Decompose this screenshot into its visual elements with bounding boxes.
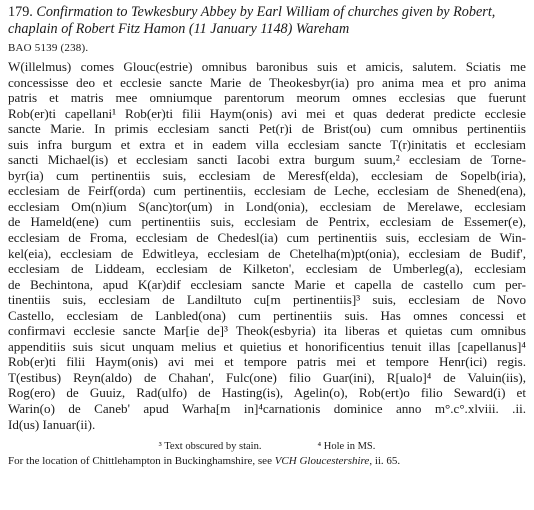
charter-line: Castello, ecclesiam de Lanbled(ona) cum pertinentiis suis. Has omnes concessi et (8, 307, 526, 323)
charter-line: ecclesiam de Feirf(orda) cum pertinentiis, ecclesiam de Leche, ecclesiam de Shened(ena), (8, 183, 526, 199)
charter-line: T(estibus) Reyn(aldo) de Chahan', Fulc(one) filio Guar(ini), R[ualo]⁴ de Valuin(iis), (8, 369, 526, 385)
charter-line: Rog(ero) de Guuiz, Rad(ulfo) de Hasting(is), Agelin(o), Rob(ert)o filio Seward(i) et (8, 385, 526, 401)
charter-line: sancte Marie. In primis ecclesiam sancti Pet(r)i de Brist(ou) cum omnibus pertinentiis (8, 121, 526, 137)
charter-line: de Hameld(ene) cum pertinentiis suis, ecclesiam de Pentrix, ecclesiam de Essemer(e), (8, 214, 526, 230)
charter-line: ecclesiam de Liddeam, ecclesiam de Kilketon', ecclesiam de Umberleg(a), ecclesiam (8, 261, 526, 277)
charter-heading (8, 4, 526, 38)
charter-line: confirmavi ecclesie sancte Mar[ie de]³ Theok(esbyria) ita liberas et quietas cum omnibus (8, 323, 526, 339)
editorial-note (8, 454, 526, 468)
charter-line: W(illelmus) comes Glouc(estrie) omnibus baronibus suis et amicis, salutem. Sciatis me (8, 59, 526, 74)
footnote: ⁴ Hole in MS. (317, 441, 376, 453)
charter-line: Rob(er)ti filii Haym(onis) avi mei et tempore patris mei et tempore Henr(ici) regis. (8, 354, 526, 370)
charter-line: kel(eia), ecclesiam de Edwitleya, ecclesiam de Chetelha(m)pt(onia), ecclesiam de Budif', (8, 245, 526, 261)
charter-line: suis infra burgum et extra et in eadem villa ecclesiam sancte T(r)initatis et ecclesiam (8, 136, 526, 152)
charter-line: Id(us) Ianuar(ii). (8, 416, 96, 432)
charter-line: ecclesiam Om(n)ium S(anc)tor(um) in Lond(onia), ecclesiam de Merelawe, ecclesiam (8, 198, 526, 214)
charter-line: Rob(er)ti capellani¹ Rob(er)ti filii Haym(onis) avi mei et quas dederat predicte ecclesie (8, 105, 526, 121)
footnotes (8, 440, 526, 454)
footnote: ³ Text obscured by stain. (158, 441, 262, 453)
charter-line: ecclesiam de Froma, ecclesiam de Chedesl(ia) cum pertinentiis suis, ecclesiam de Win- (8, 230, 526, 246)
charter-line: appenditiis suis sicut unquam melius et quietius et honorificentius tenuit illas [capellanus]⁴ (8, 338, 526, 354)
charter-line: sancti Michael(is) et ecclesiam sancti Iacobi extra burgum suum,² ecclesiam de Torne- (8, 152, 526, 168)
charter-title: Confirmation to Tewkesbury Abbey by Earl William of churches given by Robert, chaplain of Robert Fitz Hamon (11 January 1148) Wareham (8, 4, 496, 37)
charter-line: Warin(o) de Caneb' apud Warha[m in]⁴carnationis dominice anno m°.c°.xlviii. .ii. (8, 401, 526, 417)
source-reference: BAO 5139 (238). (8, 42, 89, 54)
charter-line: patris et matris mee omniumque parentorum meorum omnes ecclesias que fuerunt (8, 90, 526, 106)
charter-line: byr(ia) cum pertinentiis suis, ecclesiam de Meresf(elda), ecclesiam de Sopelb(iria), (8, 167, 526, 183)
note-prefix: For the location of Chittlehampton in Buckinghamshire, see (8, 455, 275, 468)
charter-line: tinentiis suis, ecclesiam de Landiltuto cu[m pertinentiis]³ suis, ecclesiam de Novo (8, 292, 526, 308)
charter-number: 179. (8, 4, 33, 20)
note-suffix: , ii. 65. (369, 455, 401, 468)
charter-text (8, 59, 526, 432)
charter-line: de Bechintona, apud K(ar)dif ecclesiam sancte Marie et capella de castello cum per- (8, 276, 526, 292)
charter-line: concessisse deo et ecclesie sancte Marie de Theokesbyr(ia) pro anima mea et pro anima (8, 74, 526, 90)
note-reference: VCH Gloucestershire (274, 455, 370, 468)
